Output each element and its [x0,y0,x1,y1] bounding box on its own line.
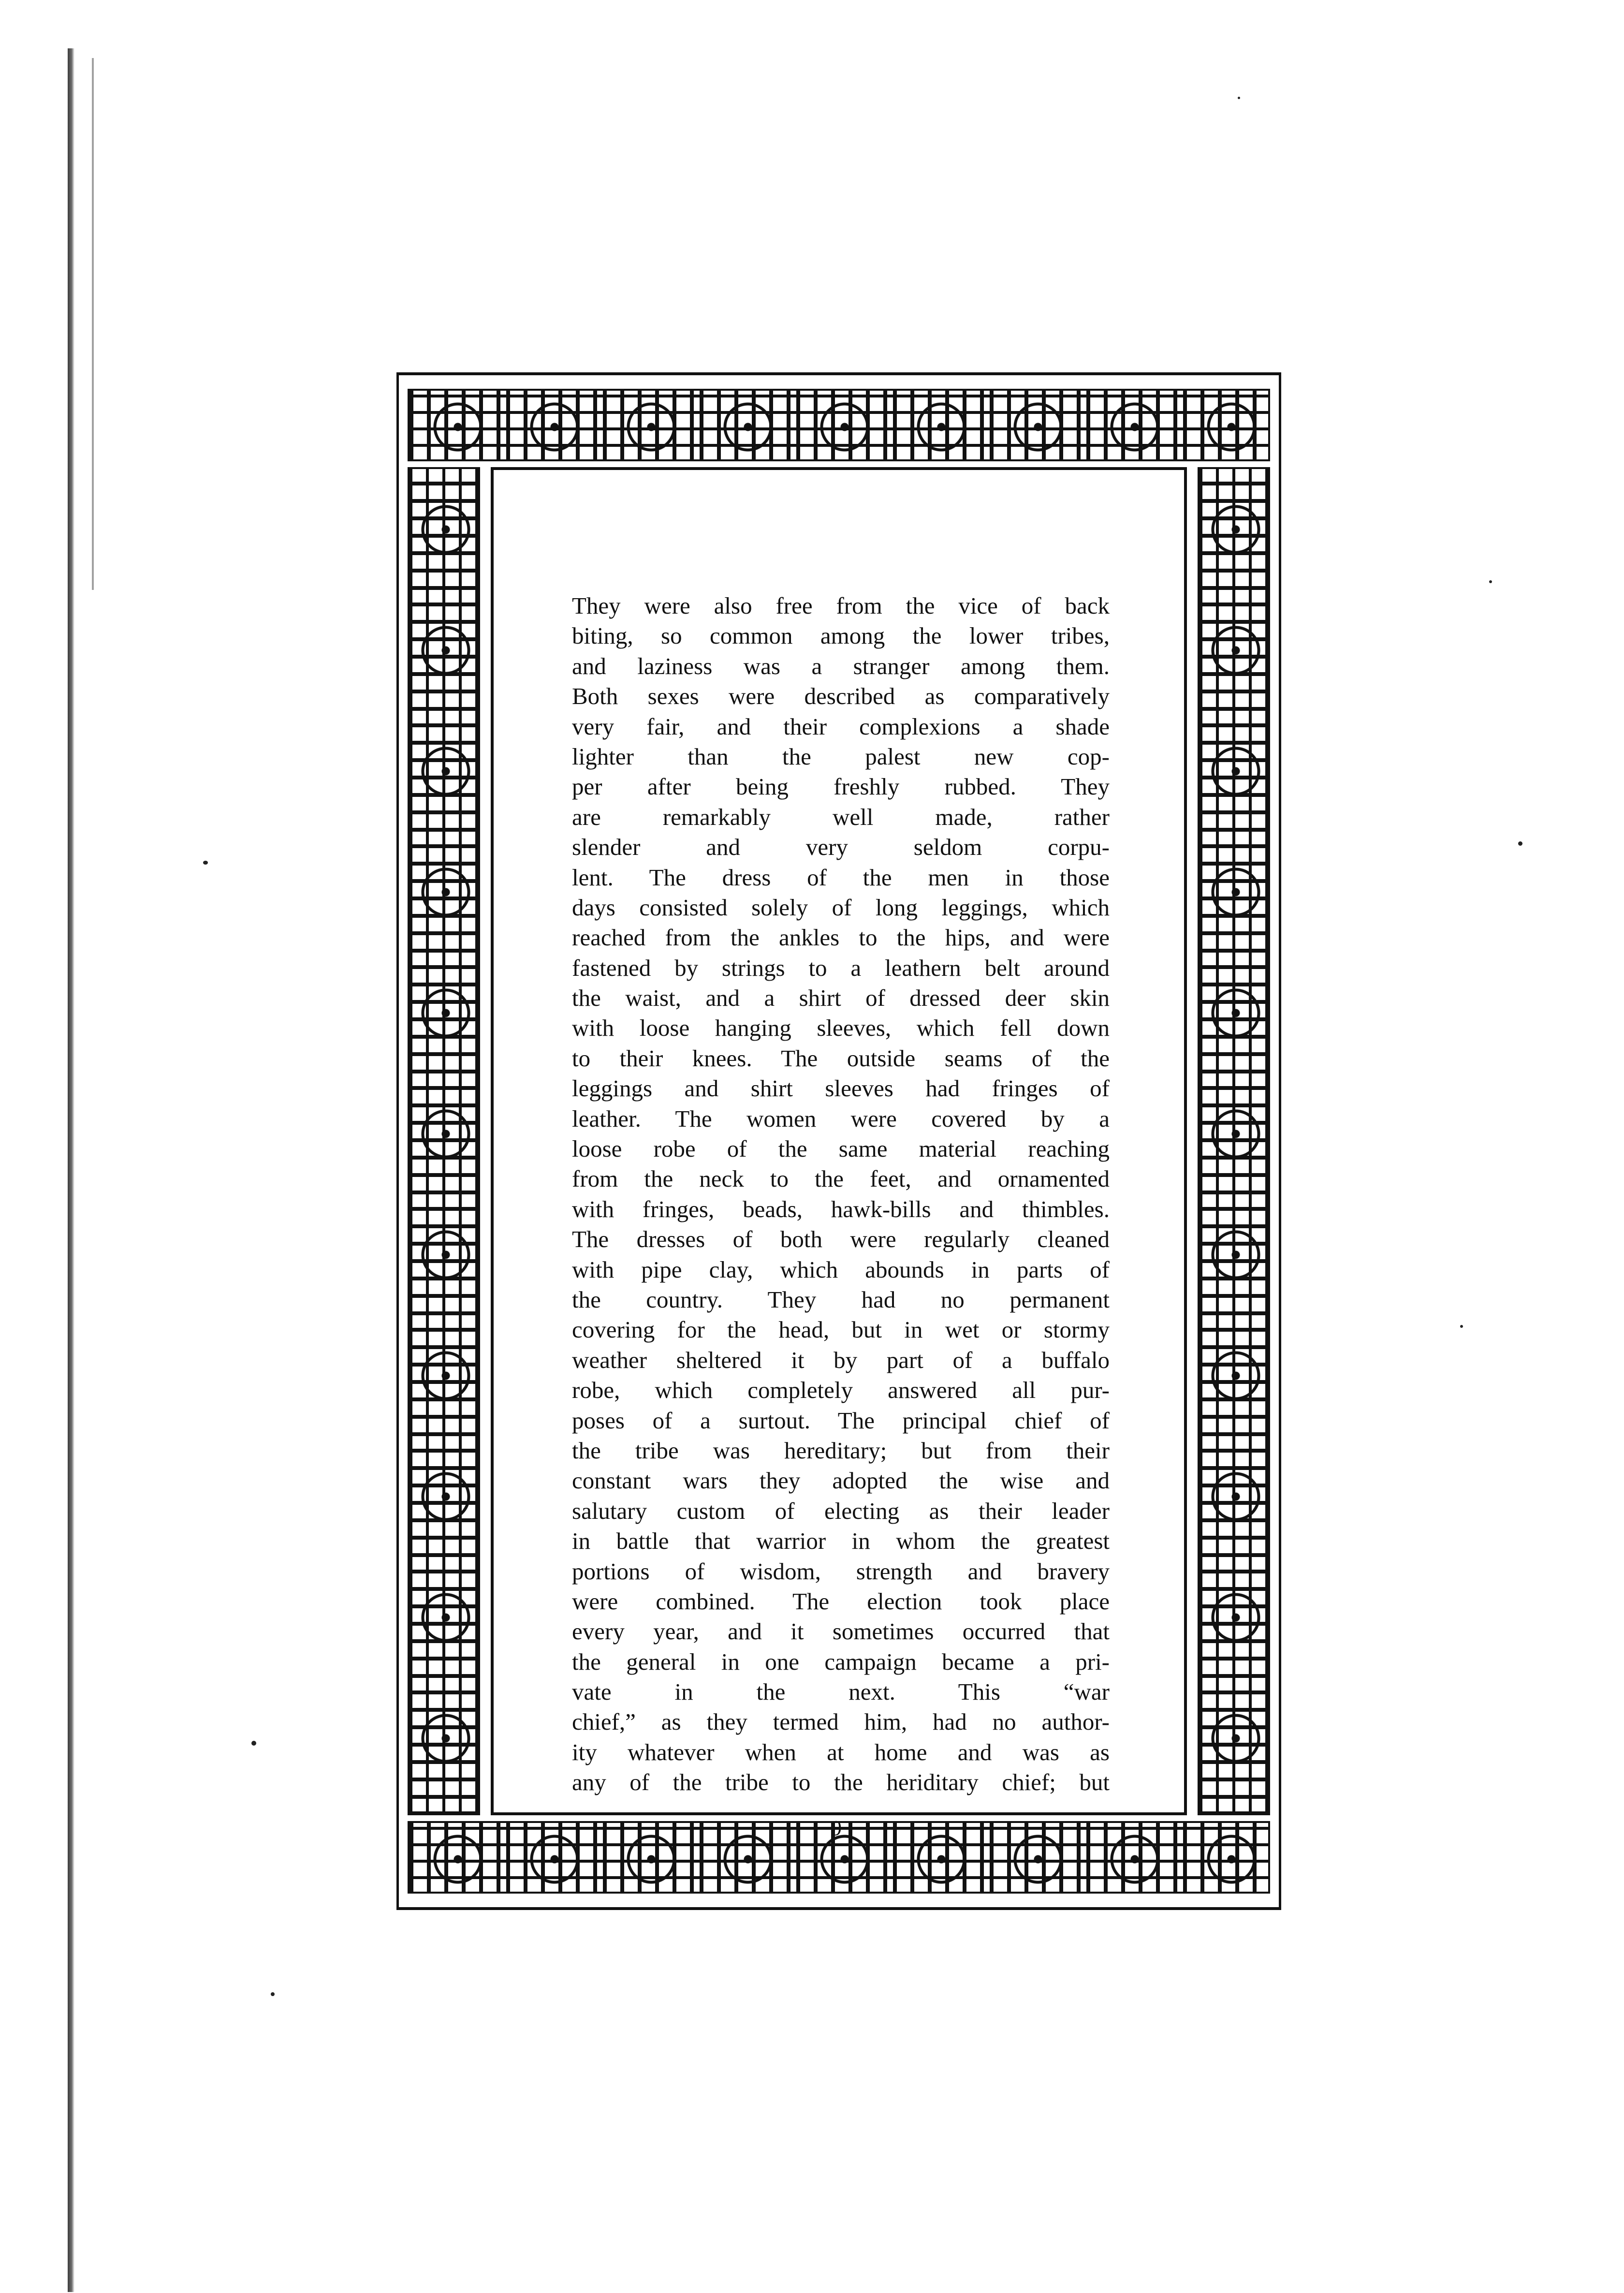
text-line: lighter than the palest new cop- [572,743,1110,770]
speck [1518,841,1522,846]
text-line: in battle that warrior in whom the greatest [572,1528,1110,1555]
text-line: the country. They had no permanent [572,1286,1110,1313]
text-line: vate in the next. This “war [572,1678,1110,1705]
page-number: 9 [831,1816,842,1840]
text-line: the waist, and a shirt of dressed deer skin [572,985,1110,1012]
text-line: biting, so common among the lower tribes, [572,622,1110,649]
speck [271,1992,275,1996]
binding-edge-shadow [68,48,74,2292]
text-line: loose robe of the same material reaching [572,1135,1110,1162]
greek-key-band-left [408,467,480,1815]
text-line: to their knees. The outside seams of the [572,1044,1110,1072]
text-line: robe, which completely answered all pur- [572,1377,1110,1404]
text-line: the general in one campaign became a pri- [572,1648,1110,1675]
text-line: ity whatever when at home and was as [572,1738,1110,1765]
text-line: from the neck to the feet, and ornamented [572,1165,1110,1192]
text-line: constant wars they adopted the wise and [572,1467,1110,1494]
text-line: slender and very seldom corpu- [572,834,1110,861]
text-line: chief,” as they termed him, had no author- [572,1708,1110,1735]
text-line: portions of wisdom, strength and bravery [572,1558,1110,1585]
text-line: The dresses of both were regularly cleaned [572,1226,1110,1253]
text-line: They were also free from the vice of back [572,592,1110,619]
text-line: leggings and shirt sleeves had fringes of [572,1075,1110,1102]
text-line: reached from the ankles to the hips, and were [572,924,1110,951]
text-line: are remarkably well made, rather [572,803,1110,830]
speck [1238,97,1240,99]
text-line: with loose hanging sleeves, which fell down [572,1014,1110,1042]
text-line: every year, and it sometimes occurred that [572,1618,1110,1645]
greek-key-band-right [1198,467,1270,1815]
text-line: were combined. The election took place [572,1587,1110,1615]
body-text [572,591,1110,1798]
speck [203,861,208,865]
text-line: salutary custom of electing as their leader [572,1497,1110,1524]
greek-key-band-top [408,389,1270,461]
text-line: leather. The women were covered by a [572,1105,1110,1132]
text-line: and laziness was a stranger among them. [572,652,1110,679]
binding-edge-mark [92,58,94,590]
text-line: fastened by strings to a leathern belt around [572,954,1110,981]
text-line: covering for the head, but in wet or stormy [572,1316,1110,1343]
text-line: per after being freshly rubbed. They [572,773,1110,800]
text-line: with fringes, beads, hawk-bills and thimbles. [572,1195,1110,1222]
text-line: very fair, and their complexions a shade [572,713,1110,740]
text-line: Both sexes were described as comparatively [572,683,1110,710]
text-line: poses of a surtout. The principal chief of [572,1407,1110,1434]
text-line: the tribe was hereditary; but from their [572,1437,1110,1464]
speck [1489,580,1492,583]
text-line: days consisted solely of long leggings, which [572,894,1110,921]
text-line: weather sheltered it by part of a buffalo [572,1346,1110,1373]
text-line: any of the tribe to the heriditary chief; but [572,1769,1110,1796]
speck [251,1741,256,1746]
text-line: lent. The dress of the men in those [572,864,1110,891]
speck [1460,1325,1463,1328]
text-line: with pipe clay, which abounds in parts of [572,1256,1110,1283]
